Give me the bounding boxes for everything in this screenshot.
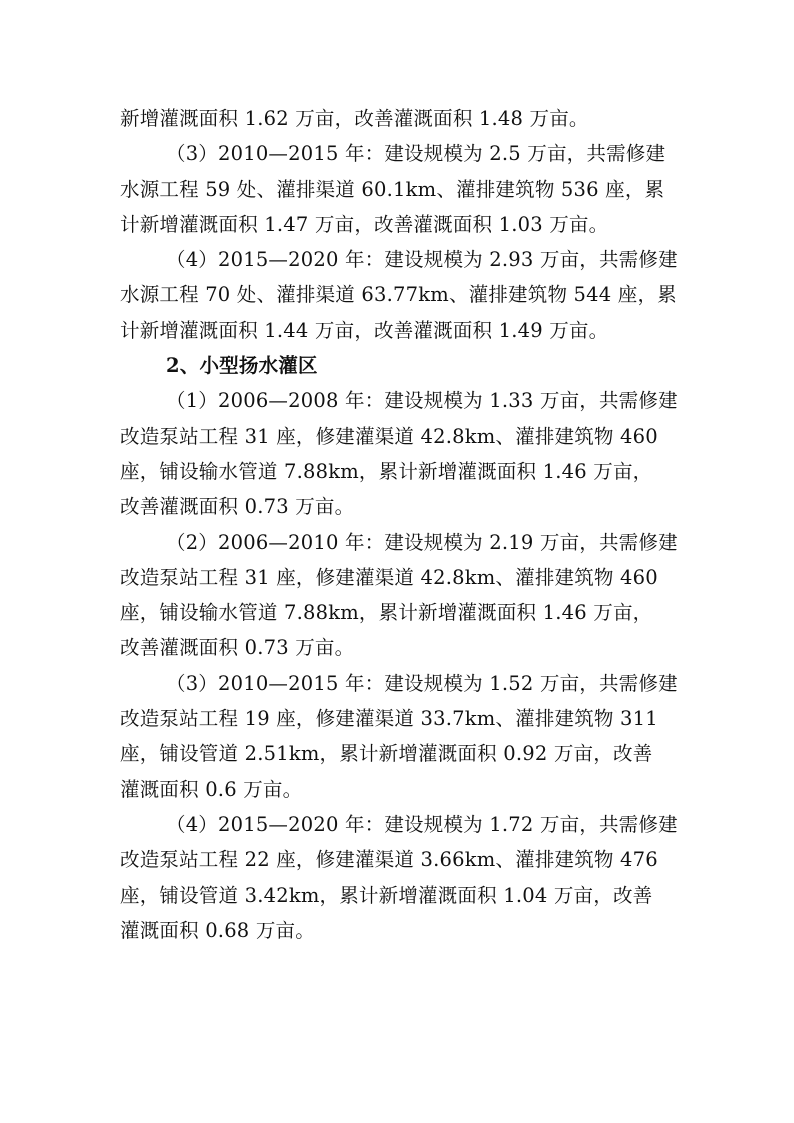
text-line: 新增灌溉面积 1.62 万亩，改善灌溉面积 1.48 万亩。 xyxy=(120,107,589,130)
text-line: 改善灌溉面积 0.73 万亩。 xyxy=(120,495,355,519)
text-line: 改善灌溉面积 0.73 万亩。 xyxy=(120,636,355,660)
text-line: 计新增灌溉面积 1.44 万亩，改善灌溉面积 1.49 万亩。 xyxy=(120,318,609,342)
paragraph-start: （3）2010—2015 年：建设规模为 2.5 万亩，共需修建 xyxy=(166,142,666,166)
text-line: 座，铺设管道 3.42km，累计新增灌溉面积 1.04 万亩，改善 xyxy=(120,883,653,907)
paragraph-start: （3）2010—2015 年：建设规模为 1.52 万亩，共需修建 xyxy=(166,671,678,695)
text-line: 改造泵站工程 31 座，修建灌渠道 42.8km、灌排建筑物 460 xyxy=(120,565,658,589)
text-line: 座，铺设管道 2.51km，累计新增灌溉面积 0.92 万亩，改善 xyxy=(120,742,653,766)
paragraph-start: （4）2015—2020 年：建设规模为 1.72 万亩，共需修建 xyxy=(166,812,678,836)
paragraph-start: （1）2006—2008 年：建设规模为 1.33 万亩，共需修建 xyxy=(166,389,678,413)
text-line: 计新增灌溉面积 1.47 万亩，改善灌溉面积 1.03 万亩。 xyxy=(120,212,609,236)
paragraph-start: （4）2015—2020 年：建设规模为 2.93 万亩，共需修建 xyxy=(166,248,678,272)
text-line: 改造泵站工程 31 座，修建灌渠道 42.8km、灌排建筑物 460 xyxy=(120,424,658,448)
text-line: 灌溉面积 0.6 万亩。 xyxy=(120,777,303,801)
paragraph-start: （2）2006—2010 年：建设规模为 2.19 万亩，共需修建 xyxy=(166,530,678,554)
text-line: 改造泵站工程 22 座，修建灌渠道 3.66km、灌排建筑物 476 xyxy=(120,848,658,872)
text-line: 座，铺设输水管道 7.88km，累计新增灌溉面积 1.46 万亩， xyxy=(120,459,653,483)
document-body xyxy=(120,101,676,948)
text-line: 座，铺设输水管道 7.88km，累计新增灌溉面积 1.46 万亩， xyxy=(120,601,653,625)
text-line: 水源工程 70 处、灌排渠道 63.77km、灌排建筑物 544 座，累 xyxy=(120,283,677,307)
text-line: 水源工程 59 处、灌排渠道 60.1km、灌排建筑物 536 座，累 xyxy=(120,177,665,201)
section-heading: 2、小型扬水灌区 xyxy=(166,354,318,378)
text-line: 改造泵站工程 19 座，修建灌渠道 33.7km、灌排建筑物 311 xyxy=(120,707,658,731)
text-line: 灌溉面积 0.68 万亩。 xyxy=(120,918,315,942)
